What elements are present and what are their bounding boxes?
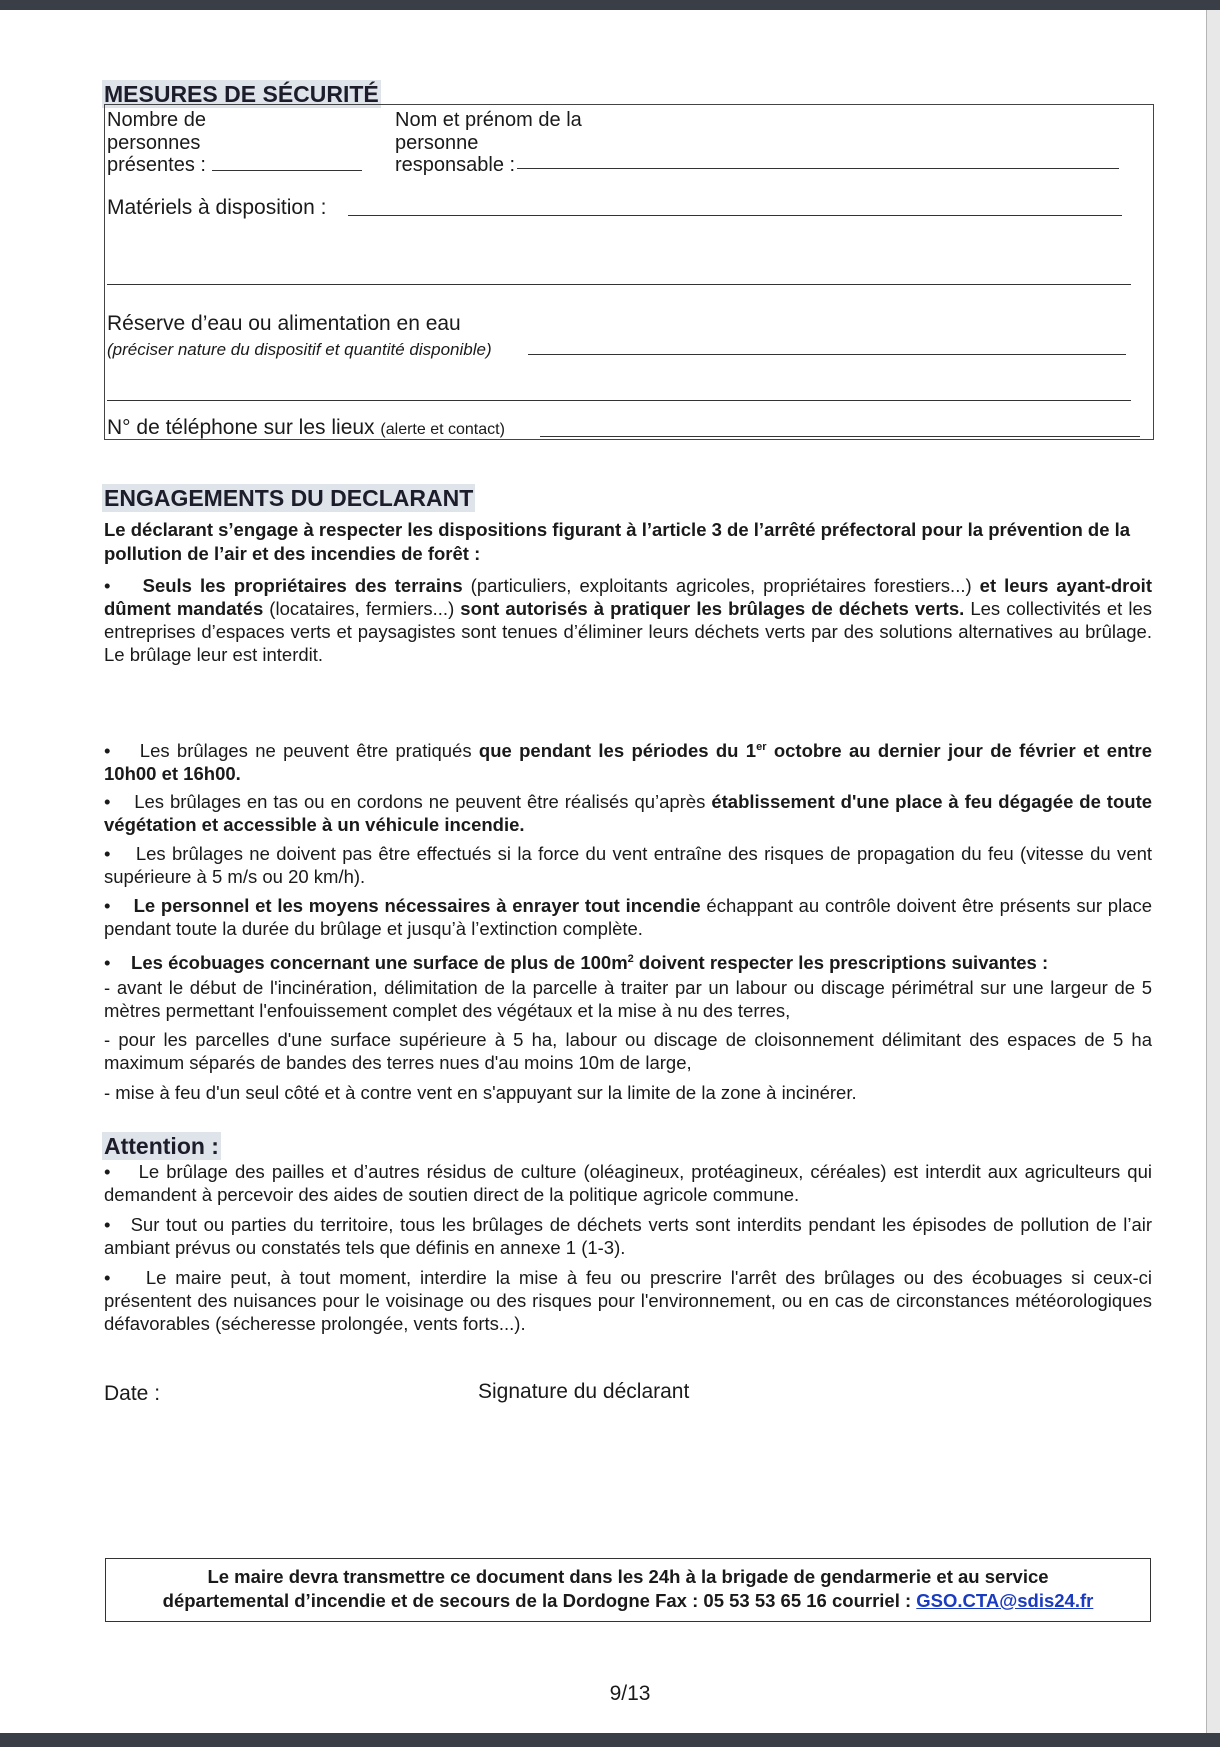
phone-label-text: N° de téléphone sur les lieux (107, 416, 375, 439)
engagement-dash-2: - pour les parcelles d'une surface supérieure à 5 ha, labour ou discage de cloisonnement délimitant des espaces de 5 ha maximum séparés de bandes des terres nues d'au moins 10m de large, (104, 1029, 1152, 1073)
date-label: Date : (104, 1382, 161, 1405)
attention-heading: Attention : (104, 1133, 219, 1159)
item3-text-1: Les brûlages en tas ou en cordons ne peuvent être réalisés qu’après (134, 791, 706, 812)
footer-notice-box (105, 1558, 1151, 1622)
security-box (104, 104, 1154, 440)
item2-text-1: Les brûlages ne peuvent être pratiqués (139, 740, 472, 762)
attention-item-3 (104, 1266, 1152, 1335)
persons-label-1: Nombre de (107, 109, 206, 131)
engagement-dash-1: - avant le début de l'incinération, délimitation de la parcelle à traiter par un labour ou discage périmétral sur une largeur de 5 mètres permettant l'enfouissement complet des végétaux et la mise à nu des terres, (104, 977, 1152, 1021)
footer-email-link[interactable]: GSO.CTA@sdis24.fr (916, 1590, 1094, 1611)
window-top-bar (0, 0, 1220, 10)
window-bottom-bar (0, 1733, 1220, 1747)
attention-item-2-text: Sur tout ou parties du territoire, tous les brûlages de déchets verts sont interdits pendant les épisodes de pollution de l’air ambiant prévus ou constatés tels que définis en annexe 1 (1-3). (104, 1214, 1153, 1258)
responsible-label-2: personne (395, 132, 479, 154)
attention-item-3-text: Le maire peut, à tout moment, interdire la mise à feu ou prescrire l'arrêt des brûlages ou des écobuages si ceux-ci présentent des nuisances pour le voisinage ou des risques pour l'environnement, ou en cas de circonstances météorologiques défavorables (sécheresse prolongée, vents forts...). (104, 1267, 1152, 1334)
item5-text-1: échappant au contrôle doivent être présents sur place pendant toute la durée du brûlage et jusqu’à l’extinction complète. (104, 895, 1153, 939)
item6-sup: 2 (627, 953, 634, 965)
item1-bold-1: Seuls les propriétaires des terrains (142, 575, 463, 596)
item1-text-2: (locataires, fermiers...) (269, 598, 455, 619)
responsible-label-3: responsable : (395, 154, 516, 176)
engagement-item-6 (104, 948, 1152, 974)
bullet: • (104, 740, 111, 762)
attention-item-2 (104, 1213, 1152, 1259)
document-page (0, 10, 1206, 1733)
materials-field-line2[interactable] (107, 284, 1131, 285)
bullet: • (104, 575, 111, 596)
item6-bold-1: Les écobuages concernant une surface de plus de 100m (131, 952, 628, 974)
item4-text-1: Les brûlages ne doivent pas être effectués si la force du vent entraîne des risques de propagation du feu (vitesse du vent supérieure à 5 m/s ou 20 km/h). (104, 843, 1152, 887)
responsible-label-1: Nom et prénom de la (395, 109, 582, 131)
water-hint: (préciser nature du dispositif et quantité disponible) (107, 340, 492, 359)
engagement-item-3 (104, 790, 1152, 836)
engagement-item-5 (104, 894, 1152, 940)
item5-bold-1: Le personnel et les moyens nécessaires à enrayer tout incendie (133, 895, 701, 916)
engagements-intro: Le déclarant s’engage à respecter les dispositions figurant à l’article 3 de l’arrêté préfectoral pour la prévention de la pollution de l’air et des incendies de forêt : (104, 519, 1131, 564)
footer-line-2-text: départemental d’incendie et de secours de la Dordogne Fax : 05 53 53 65 16 courriel : (162, 1590, 912, 1611)
security-heading: MESURES DE SÉCURITÉ (104, 81, 379, 107)
item2-bold-1: que pendant les périodes du 1 (478, 740, 757, 762)
item1-text-3: Les collectivités et les entreprises d’espaces verts et paysagistes sont tenues d’éliminer leurs déchets verts par des solutions alternatives au brûlage. Le brûlage leur est interdit. (104, 598, 1153, 665)
bullet: • (104, 1267, 111, 1288)
item1-text-1: (particuliers, exploitants agricoles, propriétaires forestiers...) (470, 575, 972, 596)
bullet: • (104, 843, 111, 864)
bullet: • (104, 952, 111, 974)
phone-field[interactable] (540, 436, 1140, 437)
bullet: • (104, 895, 111, 916)
page-number: 9/13 (609, 1682, 651, 1705)
water-label: Réserve d’eau ou alimentation en eau (107, 312, 461, 335)
engagements-heading: ENGAGEMENTS DU DECLARANT (104, 485, 474, 511)
persons-field[interactable] (212, 170, 362, 171)
bullet: • (104, 791, 111, 812)
responsible-field[interactable] (517, 168, 1119, 169)
persons-label-2: personnes (107, 132, 201, 154)
item3-bold-1: établissement d'une place à feu dégagée de toute végétation et accessible à un véhicule incendie. (104, 791, 1153, 835)
item2-sup: er (756, 741, 767, 753)
attention-item-1 (104, 1160, 1152, 1206)
engagement-dash-3: - mise à feu d'un seul côté et à contre vent en s'appuyant sur la limite de la zone à incinérer. (104, 1082, 857, 1103)
item2-bold-2: octobre au dernier jour de février et entre 10h00 et 16h00. (104, 740, 1153, 785)
bullet: • (104, 1214, 111, 1235)
item1-bold-2: et leurs ayant-droit dûment mandatés (104, 575, 1152, 619)
item6-bold-2: doivent respecter les prescriptions suivantes : (638, 952, 1049, 974)
water-field-line2[interactable] (107, 400, 1131, 401)
footer-line-2 (106, 1589, 1150, 1613)
engagement-item-2 (104, 736, 1152, 785)
page-right-edge (1206, 10, 1220, 1733)
attention-item-1-text: Le brûlage des pailles et d’autres résidus de culture (oléagineux, protéagineux, céréales) est interdit aux agriculteurs qui demandent à percevoir des aides de soutien direct de la politique agricole commune. (104, 1161, 1152, 1205)
item1-bold-3: sont autorisés à pratiquer les brûlages de déchets verts. (460, 598, 965, 619)
materials-field[interactable] (348, 215, 1122, 216)
water-field[interactable] (528, 354, 1126, 355)
bullet: • (104, 1161, 111, 1182)
materials-label: Matériels à disposition : (107, 196, 327, 219)
persons-label-3: présentes : (107, 154, 206, 176)
engagement-item-1 (104, 574, 1152, 666)
phone-label (107, 416, 505, 442)
phone-hint: (alerte et contact) (380, 421, 505, 438)
engagement-item-4 (104, 842, 1152, 888)
footer-line-1: Le maire devra transmettre ce document dans les 24h à la brigade de gendarmerie et au service (207, 1566, 1049, 1587)
signature-label: Signature du déclarant (478, 1380, 690, 1403)
